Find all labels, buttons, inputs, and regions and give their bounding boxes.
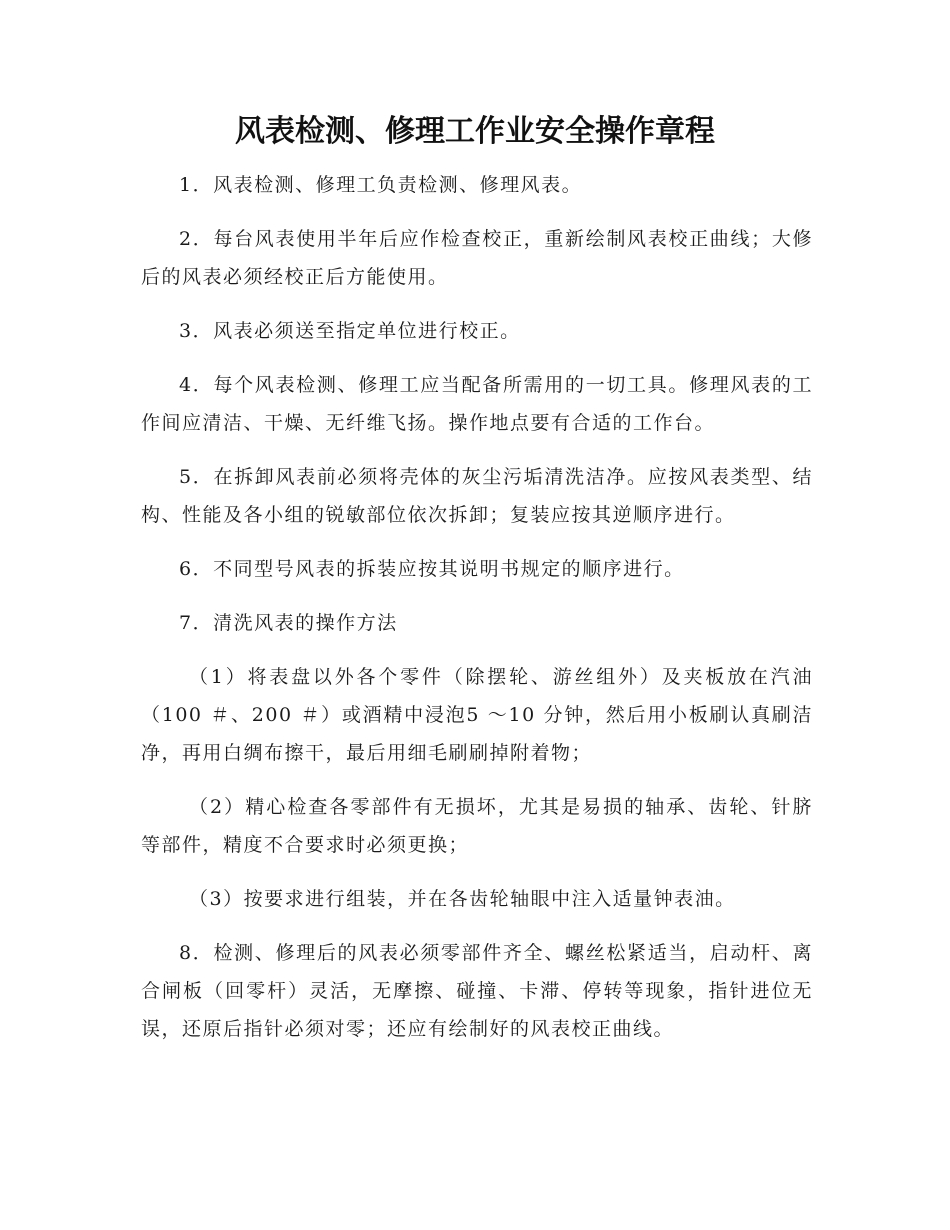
sub-paragraph-7-1: （1）将表盘以外各个零件（除摆轮、游丝组外）及夹板放在汽油（100 ＃、200 ＃）或酒精中浸泡5 ～10 分钟，然后用小板刷认真刷洁净，再用白绸布擦干，最后用细毛刷刷掉附着物； (141, 666, 813, 764)
paragraph-2: 2．每台风表使用半年后应作检查校正，重新绘制风表校正曲线；大修后的风表必须经校正后方能使用。 (141, 228, 813, 288)
paragraph-5: 5．在拆卸风表前必须将壳体的灰尘污垢清洗洁净。应按风表类型、结构、性能及各小组的锐敏部位依次拆卸；复装应按其逆顺序进行。 (141, 466, 813, 526)
paragraph-1: 1．风表检测、修理工负责检测、修理风表。 (179, 174, 583, 196)
paragraph-8: 8．检测、修理后的风表必须零部件齐全、螺丝松紧适当，启动杆、离合闸板（回零杆）灵活，无摩擦、碰撞、卡滞、停转等现象，指针进位无误，还原后指针必须对零；还应有绘制好的风表校正曲线。 (141, 942, 813, 1040)
sub-paragraph-7-2: （2）精心检查各零部件有无损坏，尤其是易损的轴承、齿轮、针脐等部件，精度不合要求时必须更换； (141, 796, 813, 856)
paragraph-6: 6．不同型号风表的拆装应按其说明书规定的顺序进行。 (179, 558, 685, 580)
paragraph-7: 7．清洗风表的操作方法 (179, 612, 398, 634)
sub-paragraph-7-3: （3）按要求进行组装，并在各齿轮轴眼中注入适量钟表油。 (189, 888, 736, 910)
page-title: 风表检测、修理工作业安全操作章程 (235, 114, 715, 149)
paragraph-3: 3．风表必须送至指定单位进行校正。 (179, 320, 521, 342)
paragraph-4: 4．每个风表检测、修理工应当配备所需用的一切工具。修理风表的工作间应清洁、干燥、无纤维飞扬。操作地点要有合适的工作台。 (141, 374, 813, 434)
document-body (141, 166, 813, 1064)
